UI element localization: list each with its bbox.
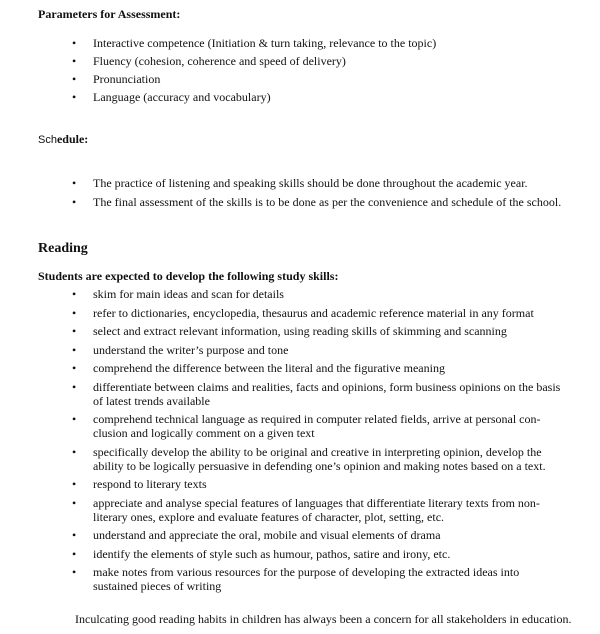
closing-sentence: Inculcating good reading habits in children has always been a concern for all stakeholders in education.	[75, 612, 572, 626]
bullet-icon: •	[72, 176, 77, 190]
list-item: • comprehend the difference between the literal and the figurative meaning	[72, 361, 445, 375]
list-item: • select and extract relevant information, using reading skills of skimming and scanning	[72, 324, 507, 338]
bullet-icon: •	[72, 495, 77, 510]
list-item: • respond to literary texts	[72, 477, 207, 491]
bullet-icon: •	[72, 36, 77, 50]
study-skills-subheading: Students are expected to develop the following study skills:	[38, 269, 339, 283]
list-item: • understand and appreciate the oral, mobile and visual elements of drama	[72, 528, 441, 542]
parameters-list	[0, 36, 600, 108]
parameters-heading: Parameters for Assessment:	[38, 7, 181, 21]
schedule-heading-suffix: edule:	[56, 132, 89, 146]
list-item: • refer to dictionaries, encyclopedia, thesaurus and academic reference material in any format	[72, 305, 534, 320]
bullet-icon: •	[72, 305, 77, 320]
reading-heading: Reading	[38, 241, 88, 256]
bullet-icon: •	[72, 546, 77, 561]
bullet-icon: •	[72, 379, 77, 394]
list-item: • Language (accuracy and vocabulary)	[72, 90, 271, 104]
study-skills-list	[0, 287, 600, 598]
bullet-icon: •	[72, 287, 77, 301]
schedule-list	[0, 176, 600, 214]
bullet-icon: •	[72, 54, 77, 68]
list-item: • Interactive competence (Initiation & turn taking, relevance to the topic)	[72, 36, 437, 50]
list-item: • identify the elements of style such as humour, pathos, satire and irony, etc.	[72, 546, 451, 561]
schedule-heading	[38, 132, 88, 147]
list-item: • The final assessment of the skills is to be done as per the convenience and schedule of the school.	[72, 195, 562, 209]
bullet-icon: •	[72, 90, 77, 104]
list-item: • specifically develop the ability to be original and creative in interpreting opinion, develop the ability to be logically persuasive in defending one’s opinion and making notes based on a text.	[72, 444, 546, 473]
list-item: • Pronunciation	[72, 72, 161, 86]
list-item: • comprehend technical language as required in computer related fields, arrive at personal con-clusion and logically comment on a given text	[72, 412, 541, 440]
bullet-icon: •	[72, 324, 77, 338]
schedule-heading-prefix: Sch	[38, 134, 57, 146]
bullet-icon: •	[72, 361, 77, 375]
list-item: • differentiate between claims and realities, facts and opinions, form business opinions on the basis of latest trends available	[72, 379, 561, 408]
bullet-icon: •	[72, 477, 77, 491]
list-item: • understand the writer’s purpose and tone	[72, 342, 289, 357]
list-item: • Fluency (cohesion, coherence and speed of delivery)	[72, 54, 346, 68]
bullet-icon: •	[72, 342, 77, 357]
list-item: • appreciate and analyse special features of languages that differentiate literary texts from non-literary ones, explore and evaluate features of character, plot, setting, etc.	[72, 495, 540, 524]
list-item: • The practice of listening and speaking skills should be done throughout the academic year.	[72, 176, 528, 190]
bullet-icon: •	[72, 412, 77, 426]
bullet-icon: •	[72, 72, 77, 86]
list-item: • skim for main ideas and scan for details	[72, 287, 284, 301]
bullet-icon: •	[72, 195, 77, 209]
list-item: • make notes from various resources for the purpose of developing the extracted ideas into sustained pieces of writing	[72, 565, 520, 593]
bullet-icon: •	[72, 444, 77, 459]
bullet-icon: •	[72, 565, 77, 579]
bullet-icon: •	[72, 528, 77, 542]
